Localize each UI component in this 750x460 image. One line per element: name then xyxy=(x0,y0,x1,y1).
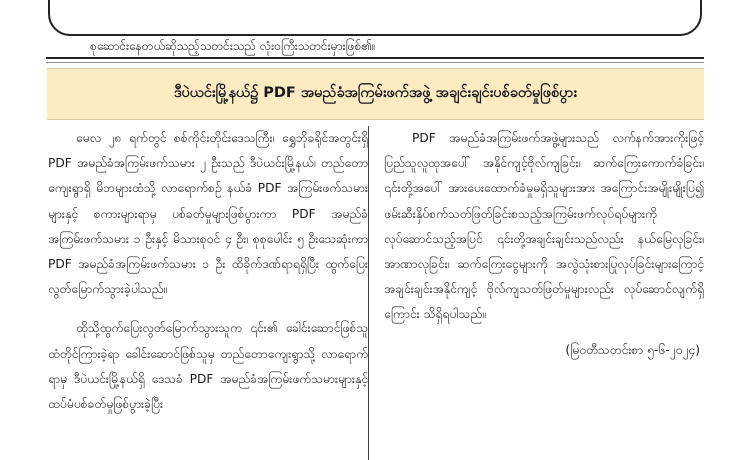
right-paragraph-1: PDF အမည်ခံအကြမ်းဖက်အဖွဲ့များသည် လက်နက်အားကိုးဖြင့် ပြည်သူလူထုအပေါ် အနိုင်ကျင့်ဗိုလ်ကျခြင်း၊ ဆက်ကြေးကောက်ခံခြင်း၊ ၎င်းတို့အပေါ် အားပေးထောက်ခံမှုမရှိသူများအား အကြောင်းအမျိုးမျိုးပြ၍ ဖမ်းဆီးနှိပ်စက်သတ်ဖြတ်ခြင်းစသည့်အကြမ်းဖက်လုပ်ရပ်များကို လုပ်ဆောင်သည့်အပြင် ၎င်းတို့အချင်းချင်းသည်လည်း နယ်မြေလုခြင်း၊ အာဏာလုခြင်း၊ ဆက်ကြေးငွေများကို အလွဲသုံးစားပြုလုပ်ခြင်းများကြောင့် အချင်းချင်းအနိုင်ကျင့် ဗိုလ်ကျသတ်ဖြတ်မှုများလည်း လုပ်ဆောင်လျက်ရှိကြောင်း သိရှိရပါသည်။ xyxy=(384,131,704,322)
column-divider xyxy=(368,126,369,460)
article-source-date: (မြဝတီသတင်းစာ ၅-၆-၂၀၂၄) xyxy=(565,342,700,357)
top-callout-box xyxy=(48,0,702,36)
article-headline: ဒီပဲယင်းမြို့နယ်၌ PDF အမည်ခံအကြမ်းဖက်အဖွဲ့ အချင်းချင်းပစ်ခတ်မှုဖြစ်ပွား xyxy=(173,84,578,101)
section-rule-thin xyxy=(46,62,704,63)
article-right-column xyxy=(384,126,704,363)
section-rule xyxy=(46,57,704,59)
left-paragraph-1: မေလ ၂၈ ရက်တွင် စစ်ကိုင်းတိုင်းဒေသကြီး၊ ရွှေဘိုခရိုင်အတွင်းရှိ PDF အမည်ခံအကြမ်းဖက်သမား ၂ ဦးသည် ဒီပဲယင်းမြို့နယ်၊ တည်တောကျေးရွာရှိ မိဘများထံသို့ လာရောက်စဉ် နယ်ခံ PDF အကြမ်းဖက်သမားများနှင့် စကားများရာမှ ပစ်ခတ်မှုများဖြစ်ပွားကာ PDF အမည်ခံအကြမ်းဖက်သမား ၁ ဦးနှင့် မိသားစုဝင် ၄ ဦး၊ စုစုပေါင်း ၅ ဦးသေဆုံးကာ PDF အမည်ခံအကြမ်းဖက်သမား ၁ ဦး ထိခိုက်ဒဏ်ရာရရှိပြီး ထွက်ပြေးလွတ်မြောက်သွားခဲ့ပါသည်။ xyxy=(48,131,368,297)
article-headline-banner xyxy=(47,68,704,120)
left-paragraph-2: ထိုသို့ထွက်ပြေးလွတ်မြောက်သွားသူက ၎င်း၏ ခေါင်းဆောင်ဖြစ်သူထံတိုင်ကြားခဲ့ရာ ခေါင်းဆောင်ဖြစ်သူမှ တည်တောကျေးရွာသို့ လာရောက်ရာမှ ဒီပဲယင်းမြို့နယ်ရှိ ဒေသခံ PDF အမည်ခံအကြမ်းဖက်သမားများနှင့် ထပ်မံပစ်ခတ်မှုဖြစ်ပွားခဲ့ပြီး xyxy=(48,321,368,412)
article-left-column xyxy=(48,126,368,417)
top-callout-text: စုဆောင်းနေတယ်ဆိုသည့်သတင်းသည် လုံးဝကြီးသတင်းမှားဖြစ်၏။ xyxy=(90,39,376,53)
